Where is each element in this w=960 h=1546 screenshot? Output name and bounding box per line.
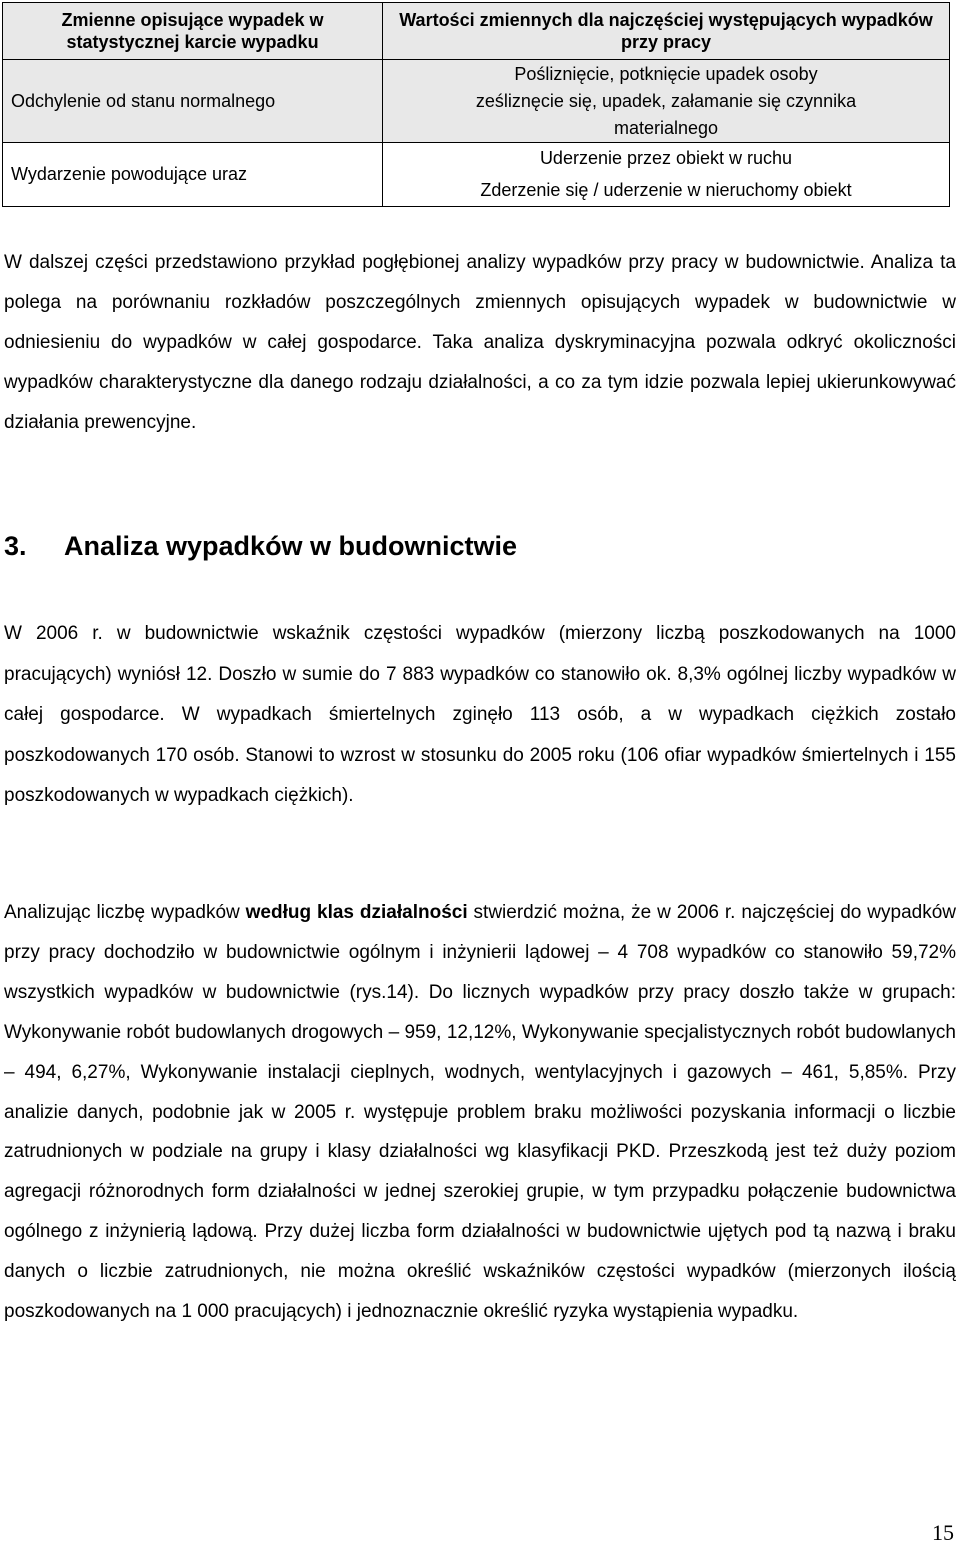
table-row-label: Odchylenie od stanu normalnego (3, 60, 382, 143)
paragraph-text: stwierdzić można, że w 2006 r. najczęściej do wypadków przy pracy dochodziło w budownictwie ogólnym i inżynierii lądowej – 4 708 wypadków co stanowiło 59,72% wszystkich wypadków w budownictwie (rys.14). Do licznych wypadków przy pracy doszło także w grupach: Wykonywanie robót budowlanych drogowych – 959, 12,12%, Wykonywanie specjalistycznych robót budowlanych – 494, 6,27%, Wykonywanie instalacji cieplnych, wodnych, wentylacyjnych i gazowych – 461, 5,85%. Przy analizie danych, podobnie jak w 2005 r. występuje problem braku możliwości pozyskania informacji o liczbie zatrudnionych w podziale na grupy i klasy działalności wg klasyfikacji PKD. Przeszkodą jest też duży poziom agregacji różnorodnych form działalności w jednej szerokiej grupie, w tym przypadku połączenie budownictwa ogólnego z inżynierią lądową. Przy dużej liczba form działalności w budownictwie ujętych pod tą nazwą i braku danych o liczbie zatrudnionych, nie można określić wskaźników częstości wypadków (mierzonych ilością poszkodowanych na 1 000 pracujących) i jednoznacznie określić ryzyka wystąpienia wypadku. (4, 902, 956, 1323)
table-value-line: ześliznęcie się, upadek, załamanie się czynnika (475, 90, 857, 111)
paragraph-text: Analizując liczbę wypadków (4, 902, 246, 923)
table-value-line: Uderzenie przez obiekt w ruchu (539, 148, 793, 168)
table-row-value (383, 60, 949, 143)
table-header-left: Zmienne opisujące wypadek w statystycznej karcie wypadku (3, 3, 382, 60)
table-row-value (383, 143, 949, 205)
paragraph-bold-text: według klas działalności (245, 902, 468, 923)
table-value-line: Zderzenie się / uderzenie w nieruchomy obiekt (480, 180, 852, 200)
table-left-column (3, 3, 383, 206)
table-value-line: materialnego (613, 117, 719, 138)
table-value-line: Pośliznięcie, potknięcie upadek osoby (514, 63, 818, 84)
section-title: Analiza wypadków w budownictwie (64, 531, 518, 561)
page-number: 15 (932, 1520, 954, 1545)
variables-table (2, 2, 950, 207)
table-header-right: Wartości zmiennych dla najczęściej występujących wypadków przy pracy (383, 3, 949, 60)
paragraph-intro: W dalszej części przedstawiono przykład pogłębionej analizy wypadków przy pracy w budownictwie. Analiza ta polega na porównaniu rozkładów poszczególnych zmiennych opisujących wypadek w budownictwie w odniesieniu do wypadków w całej gospodarce. Taka analiza dyskryminacyjna pozwala odkryć okoliczności wypadków charakterystyczne dla danego rodzaju działalności, a co za tym idzie pozwala lepiej ukierunkowywać działania prewencyjne. (4, 252, 956, 433)
paragraph-statistics: W 2006 r. w budownictwie wskaźnik częstości wypadków (mierzony liczbą poszkodowanych na 1000 pracujących) wyniósł 12. Doszło w sumie do 7 883 wypadków co stanowiło ok. 8,3% ogólnej liczby wypadków w całej gospodarce. W wypadkach śmiertelnych zginęło 113 osób, a w wypadkach ciężkich zostało poszkodowanych 170 osób. Stanowi to wzrost w stosunku do 2005 roku (106 ofiar wypadków śmiertelnych i 155 poszkodowanych w wypadkach ciężkich). (4, 623, 956, 806)
table-right-column (383, 3, 949, 206)
table-row-label: Wydarzenie powodujące uraz (11, 163, 247, 184)
section-number: 3. (4, 531, 27, 561)
section-heading (4, 526, 517, 566)
paragraph-activity-classes (4, 893, 956, 1332)
